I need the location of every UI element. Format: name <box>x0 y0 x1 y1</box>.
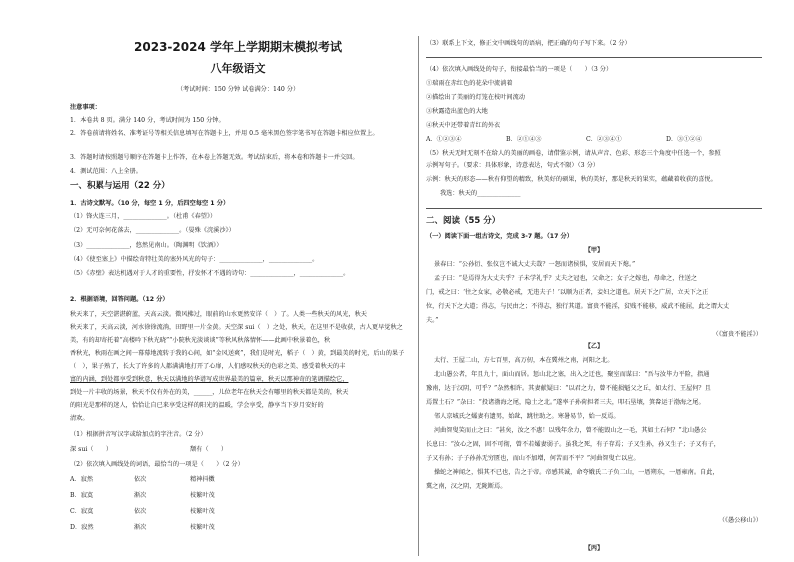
list-item: ①瑞雨在赤红色的花朵中流淌着 <box>426 80 513 87</box>
subquestion: 示例写句子。（要求：具体形象，诗意表达，句式不限）（3 分） <box>426 162 599 169</box>
classical-text-line: 门，戒之曰：‘往之女家，必敬必戒，无违夫子！’以顺为正者，妾妇之道也。居天下之广居，立天下之正 <box>426 289 709 296</box>
option-label: B．寂寞 <box>70 492 94 499</box>
classical-text-line: 夫。” <box>426 317 439 324</box>
option-label: C．②③④① <box>586 136 622 143</box>
section-heading: 一、积累与运用（22 分） <box>70 181 170 191</box>
passage-line: 的阳光是那样的迷人，恰恰让自已来享受这样的阳光的温暖，学会享受，静享当下岁月安好的 <box>70 402 324 409</box>
list-item: ④秋天中还带着青红的外衣 <box>426 122 501 129</box>
classical-text-line: 河曲智叟笑而止之曰：“甚矣，汝之不惠！以残年余力，曾不能毁山之一毛，其如土石何？”北山愚公 <box>434 427 707 434</box>
exam-info: （考试时间：150 分钟 试卷满分：140 分） <box>176 86 300 93</box>
option-word: 依次 <box>134 476 147 483</box>
reading-heading: （一）阅读下面一组古诗文，完成 3-7 题。（17 分） <box>426 233 573 240</box>
fill-blank: （1）锋火连三月，______________。（杜甫《春望》） <box>70 213 217 220</box>
passage-line: 秋天来了，天高云淡，河水徐徐流淌，田野里一片金黄。天空深 sui（ ）之处，秋天，在这里不是收获，古人更早觉秋之 <box>70 324 403 331</box>
classical-text-line: 太行、王屋二山，方七百里，高万仞，本在冀州之南，河阳之北。 <box>434 357 614 364</box>
option-label: D．寂然 <box>70 524 94 531</box>
note-item: 2．答卷前请将姓名、准考证号等相关信息填写在答题卡上，并用 0.5 毫米黑色签字笔书写在答题卡相应位置上。 <box>70 130 379 137</box>
option-word: 精神抖擞 <box>190 476 215 483</box>
passage-line: 清欢。 <box>70 415 89 422</box>
classical-text-line: 焉置土石？”杂曰：“投诸渤海之尾，隐土之北。”遂率子孙荷担者三夫，叩石垦壤，箕畚运于渤海之尾。 <box>426 399 705 406</box>
column-divider <box>418 36 419 556</box>
classical-text-line: 子又有孙；子子孙孙无穷匮也，而山不加增，何苦而不平？”河曲智叟亡以应。 <box>426 455 640 462</box>
option-label: A．①②③④ <box>426 136 462 143</box>
passage-line: 美，有的却寄托着“高楼吟下秋光晓”“小院秋光淡谈谈”等秋风秋落情怀——此画中秋景着色，秋 <box>70 337 331 344</box>
answer-prompt: 我选：秋天的______________ <box>440 190 521 197</box>
option-word: 枝繁叶茂 <box>190 492 215 499</box>
subquestion: （2）依次填入画线处的词语，最恰当的一项是（ ）（2 分） <box>70 461 244 468</box>
exam-title: 2023-2024 学年上学期期末模拟考试 <box>134 40 342 54</box>
subquestion: （5）秋天无时无刻不在给人的美丽的画卷，请借鉴示例，请从声音、色彩、形态三个角度中任选一个，参照 <box>426 150 721 157</box>
question-heading: 1．古诗文默写。（10 分，每空 1 分，后四空每空 1 分） <box>70 200 230 207</box>
classical-text-line: 操蛇之神闻之，惧其不已也，告之于帝。帝感其诚，命夸娥氏二子负二山，一厝朔东，一厝雍南。自此， <box>434 469 719 476</box>
note-item: 3．答题时请按照题号顺序在答题卡上作答，在本卷上答题无效。考试结束后，将本卷和答题卡一并交回。 <box>70 154 359 161</box>
subquestion: （1）根据拼音写汉字或给加点的字注音。（2 分） <box>70 431 207 438</box>
answer-line <box>426 208 762 209</box>
passage-line: 到处一片丰收的场景，秋天不仅有外在的美，______，儿位老年在秋天会有哪里的秋天都是美的，秋天 <box>70 389 349 396</box>
note-item: 4．测试范围：八上全册。 <box>70 168 142 175</box>
classical-text-line: 位，行天下之大道；得志，与民由之；不得志，独行其道。富贵不能淫，贫贱不能移，威武不能屈，此之谓大丈 <box>426 303 730 310</box>
list-item: ②描绘出了美丽的灯笼在枝叶间流动 <box>426 94 525 101</box>
pinyin-blank-1: 深 sui（ ） <box>70 446 113 453</box>
question-heading: 2．根据语境，回答问题。（12 分） <box>70 296 169 303</box>
passage-line: 秋天来了，天空湛湛蔚蓝，天高云淡。微风拂过，眼前的山水更然安详（ ）了。人类一些秋天的风光，秋天 <box>70 311 367 318</box>
notes-heading: 注意事项： <box>70 104 101 111</box>
list-item: ③秋露造出蓝色的大地 <box>426 108 488 115</box>
option-word: 渐次 <box>134 524 147 531</box>
fill-blank: （2）无可奈何花落去，______________。（晏殊《浣溪沙》） <box>70 227 235 234</box>
classical-text-line: 孟子曰：“是焉得为大丈夫乎？子未学礼乎？丈夫之冠也，父命之；女子之嫁也，母命之，往送之 <box>434 275 698 282</box>
passage-line: （ ），果子熟了，长大了许多的人都满满地打开了心扉，人们感叹秋天的色彩之美、感受着秋天的丰 <box>70 363 346 370</box>
option-label: A．寂然 <box>70 476 94 483</box>
passage-line: 富的内涵，到处都享受到秋意，秋天以满地的华谱写成世界最美的篇章，秋天以那神奇的笔调描绘它， <box>70 376 349 383</box>
option-word: 枝繁叶茂 <box>190 524 215 531</box>
subquestion: （4）依次填入画线处的句子，衔接最恰当的一项是（ ）（3 分） <box>426 66 613 73</box>
option-label: B．②①④③ <box>506 136 542 143</box>
option-word: 依次 <box>134 508 147 515</box>
classical-text-line: 豫南，达于汉阴，可乎？”杂然相许。其妻献疑曰：“以君之力，曾不能损魁父之丘，如太行、王屋何？且 <box>426 385 711 392</box>
text-marker-bing: 【丙】 <box>584 545 604 552</box>
classical-text-line: 北山愚公者，年且九十，面山而居。惩山北之塞，出入之迂也，聚室而谋曰：“吾与汝毕力平险，指通 <box>434 371 710 378</box>
option-label: C．寂寞 <box>70 508 94 515</box>
option-word: 枝繁叶茂 <box>190 508 215 515</box>
subquestion: （3）联系上下文，修正文中画线句的语病，把正确的句子写下来。（2 分） <box>426 40 631 47</box>
classical-text-line: 长息曰：“汝心之固，固不可彻，曾不若孀妻弱子。虽我之死，有子存焉；子又生孙，孙又生子；子又有子， <box>426 441 720 448</box>
classical-text-line: 冀之南，汉之阴，无陇断焉。 <box>426 483 507 490</box>
example-text: 示例：秋天的形态——秋有仰望的精致，秋美好的硕果，秋的美好，那是秋天的果实，蕴藏着收获的喜悦。 <box>426 176 717 183</box>
text-source: （《富贵不能淫》） <box>712 331 762 338</box>
text-marker-yi: 【乙】 <box>584 343 604 350</box>
option-word: 渐次 <box>134 492 147 499</box>
classical-text-line: 景春曰：“公孙衍、张仪岂不诚大丈夫哉？一怒而诸侯惧，安居而天下熄。” <box>434 261 636 268</box>
pinyin-blank-2: 颓有（ ） <box>190 446 228 453</box>
passage-line: 香秋光，秋雨在画之间一幕幕地流转于我的心间，如“金风送爽”，我们是时光，稻子（ ）黄，到最美的时光，后山的果子 <box>70 350 405 357</box>
text-source: （《愚公移山》） <box>718 517 762 524</box>
section-heading: 二、阅读（55 分） <box>426 216 501 226</box>
fill-blank: （3）______________，悠然见南山。（陶渊明《饮酒》） <box>70 242 223 249</box>
answer-line <box>426 57 762 58</box>
option-label: D．③①②④ <box>666 136 702 143</box>
fill-blank: （5）《赤壁》表达机遇对于人才的重要性，抒发怀才不遇的诗句：______________，______________。 <box>70 270 350 277</box>
note-item: 1．本卷共 8 页。满分 140 分，考试时间为 150 分钟。 <box>70 117 225 124</box>
exam-subtitle: 八年级语文 <box>210 62 266 75</box>
fill-blank: （4）《使至塞上》中描绘奇特壮美的塞外风光的句子：______________，______________。 <box>70 256 319 263</box>
classical-text-line: 邻人京城氏之孀妻有遗男，始龀，跳往助之。寒暑易节，始一反焉。 <box>434 413 620 420</box>
text-marker-jia: 【甲】 <box>584 247 604 254</box>
